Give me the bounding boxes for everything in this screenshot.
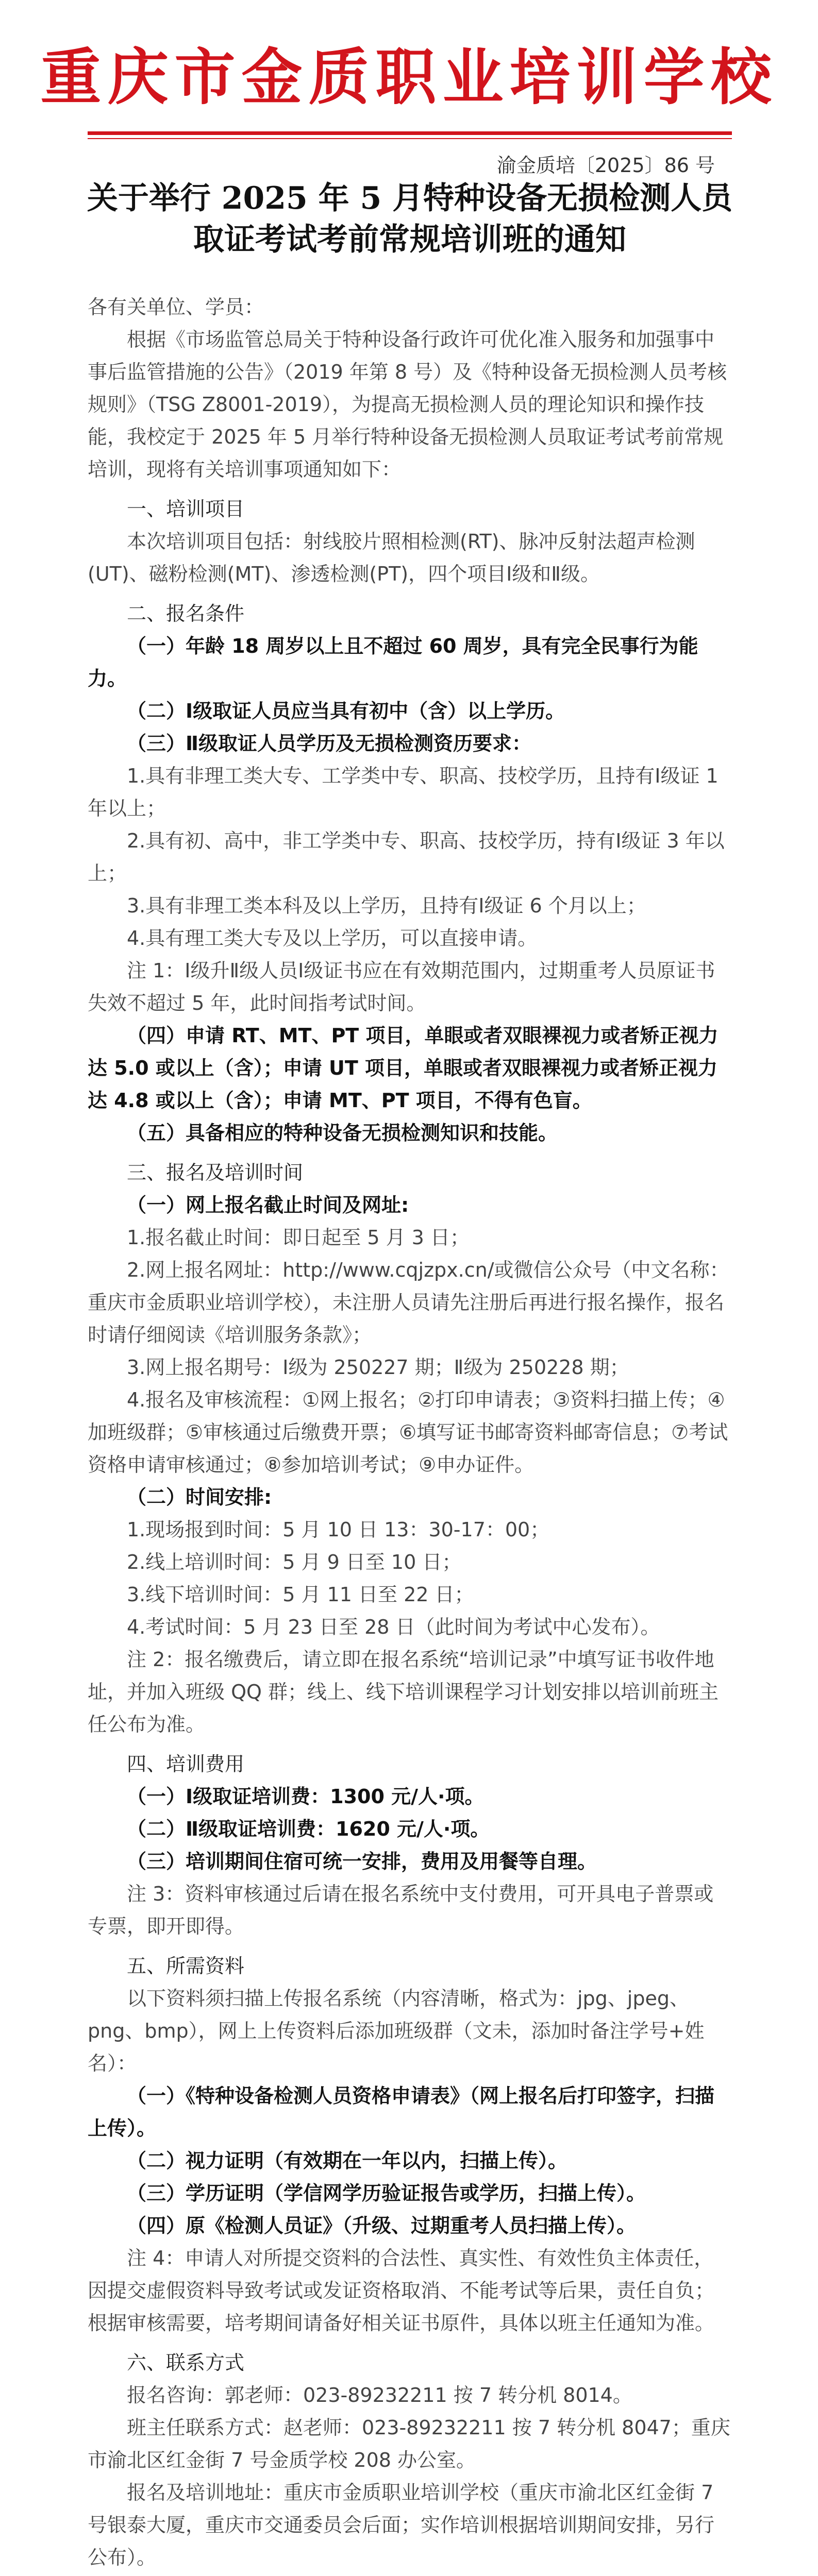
section-3-2-3: 3.线下培训时间：5 月 11 日至 22 日；	[127, 1583, 474, 1606]
section-5-note: 注 4：申请人对所提交资料的合法性、真实性、有效性负主体责任，因提交虚假资料导致考试或发证资格取消、不能考试等后果，责任自负；根据审核需要，培考期间请备好相关证书原件，具体以班主任通知为准。	[88, 2247, 715, 2334]
salutation: 各有关单位、学员：	[88, 296, 264, 318]
contact-enrollment: 报名咨询：郭老师：023-89232211 按 7 转分机 8014。	[127, 2384, 632, 2406]
doc-title-line1: 关于举行 2025 年 5 月特种设备无损检测人员	[87, 180, 733, 216]
section-3-sub-1-title: （一）网上报名截止时间及网址:	[127, 1194, 409, 1216]
section-5-title: 五、所需资料	[127, 1955, 245, 1977]
section-3-2-1: 1.现场报到时间：5 月 10 日 13：30-17：00；	[127, 1518, 550, 1541]
section-3-1-1: 1.报名截止时间：即日起至 5 月 3 日；	[127, 1226, 470, 1249]
header-rule-thick	[88, 131, 732, 135]
section-5-item-2: （二）视力证明（有效期在一年以内，扫描上传）。	[127, 2149, 568, 2172]
section-4-note: 注 3：资料审核通过后请在报名系统中支付费用，可开具电子普票或专票，即开即得。	[88, 1883, 714, 1938]
school-name-header: 重庆市金质职业培训学校	[40, 41, 778, 113]
doc-title	[77, 178, 742, 260]
section-3-1-3: 3.网上报名期号：Ⅰ级为 250227 期；Ⅱ级为 250228 期；	[127, 1356, 629, 1379]
section-2-note: 注 1：Ⅰ级升Ⅱ级人员Ⅰ级证书应在有效期范围内，过期重考人员原证书失效不超过 5 年，此时间指考试时间。	[88, 959, 715, 1014]
doc-title-line2: 取证考试考前常规培训班的通知	[193, 222, 626, 258]
section-2-title: 二、报名条件	[127, 602, 245, 625]
contact-class-teacher: 班主任联系方式：赵老师：023-89232211 按 7 转分机 8047；重庆市渝北区红金街 7 号金质学校 208 办公室。	[88, 2416, 730, 2471]
contact-address: 报名及培训地址：重庆市金质职业培训学校（重庆市渝北区红金街 7 号银泰大厦，重庆市交通委员会后面；实作培训根据培训期间安排，另行公布）。	[88, 2481, 715, 2569]
section-2-item-2: （二）Ⅰ级取证人员应当具有初中（含）以上学历。	[127, 700, 565, 722]
section-5-item-4: （四）原《检测人员证》（升级、过期重考人员扫描上传）。	[127, 2214, 637, 2237]
section-3-1-2: 2.网上报名网址：http://www.cqjzpx.cn/或微信公众号（中文名称：重庆市金质职业培训学校），未注册人员请先注册后再进行报名操作，报名时请仔细阅读《培训服务条款》；	[88, 1259, 729, 1346]
section-2-item-3-1: 1.具有非理工类大专、工学类中专、职高、技校学历，且持有Ⅰ级证 1 年以上；	[88, 765, 719, 820]
section-2-item-5: （五）具备相应的特种设备无损检测知识和技能。	[127, 1122, 558, 1144]
section-5-item-1: （一）《特种设备检测人员资格申请表》（网上报名后打印签字，扫描上传）。	[88, 2084, 715, 2140]
section-1-text: 本次培训项目包括：射线胶片照相检测(RT)、脉冲反射法超声检测(UT)、磁粉检测(MT)、渗透检测(PT)，四个项目Ⅰ级和Ⅱ级。	[88, 530, 695, 585]
section-3-2-4: 4.考试时间：5 月 23 日至 28 日（此时间为考试中心发布）。	[127, 1616, 660, 1638]
header-rule-thin	[88, 138, 732, 139]
section-6-title: 六、联系方式	[127, 2351, 245, 2374]
section-1-title: 一、培训项目	[127, 498, 245, 520]
section-3-sub-2-title: （二）时间安排:	[127, 1486, 272, 1509]
section-2-item-4: （四）申请 RT、MT、PT 项目，单眼或者双眼裸视力或者矫正视力达 5.0 或以上（含）；申请 UT 项目，单眼或者双眼裸视力或者矫正视力达 4.8 或以上（含）；申请 MT、PT 项目，不得有色盲。	[88, 1024, 719, 1112]
section-4-item-3: （三）培训期间住宿可统一安排，费用及用餐等自理。	[127, 1850, 597, 1873]
section-2-item-3: （三）Ⅱ级取证人员学历及无损检测资历要求：	[127, 732, 532, 755]
section-3-2-2: 2.线上培训时间：5 月 9 日至 10 日；	[127, 1551, 462, 1573]
section-3-1-4: 4.报名及审核流程：①网上报名；②打印申请表；③资料扫描上传；④加班级群；⑤审核通过后缴费开票；⑥填写证书邮寄资料邮寄信息；⑦考试资格申请审核通过；⑧参加培训考试；⑨申办证件。	[88, 1388, 728, 1476]
section-4-title: 四、培训费用	[127, 1753, 245, 1775]
section-5-item-3: （三）学历证明（学信网学历验证报告或学历，扫描上传）。	[127, 2182, 646, 2205]
intro-paragraph: 根据《市场监管总局关于特种设备行政许可优化准入服务和加强事中事后监管措施的公告》（2019 年第 8 号）及《特种设备无损检测人员考核规则》（TSG Z8001-2019），为提高无损检测人员的理论知识和操作技能，我校定于 2025 年 5 月举行特种设备无损检测人员取证考试考前常规培训，现将有关培训事项通知如下：	[88, 328, 727, 481]
section-2-item-3-3: 3.具有非理工类本科及以上学历，且持有Ⅰ级证 6 个月以上；	[127, 894, 646, 917]
section-2-item-3-4: 4.具有理工类大专及以上学历，可以直接申请。	[127, 927, 538, 950]
section-4-item-2: （二）Ⅱ级取证培训费：1620 元/人·项。	[127, 1818, 490, 1840]
section-3-title: 三、报名及培训时间	[127, 1161, 304, 1184]
section-2-item-1: （一）年龄 18 周岁以上且不超过 60 周岁，具有完全民事行为能力。	[88, 635, 698, 690]
doc-number: 渝金质培〔2025〕86 号	[496, 154, 715, 177]
section-5-intro: 以下资料须扫描上传报名系统（内容清晰，格式为：jpg、jpeg、png、bmp），网上上传资料后添加班级群（文未，添加时备注学号+姓名）：	[88, 1987, 705, 2075]
notice-body	[88, 291, 732, 2576]
section-3-note: 注 2：报名缴费后，请立即在报名系统“培训记录”中填写证书收件地址，并加入班级 QQ 群；线上、线下培训课程学习计划安排以培训前班主任公布为准。	[88, 1648, 719, 1736]
section-4-item-1: （一）Ⅰ级取证培训费：1300 元/人·项。	[127, 1785, 485, 1808]
section-2-item-3-2: 2.具有初、高中，非工学类中专、职高、技校学历，持有Ⅰ级证 3 年以上；	[88, 829, 725, 885]
contact-qq-group	[88, 2574, 732, 2576]
